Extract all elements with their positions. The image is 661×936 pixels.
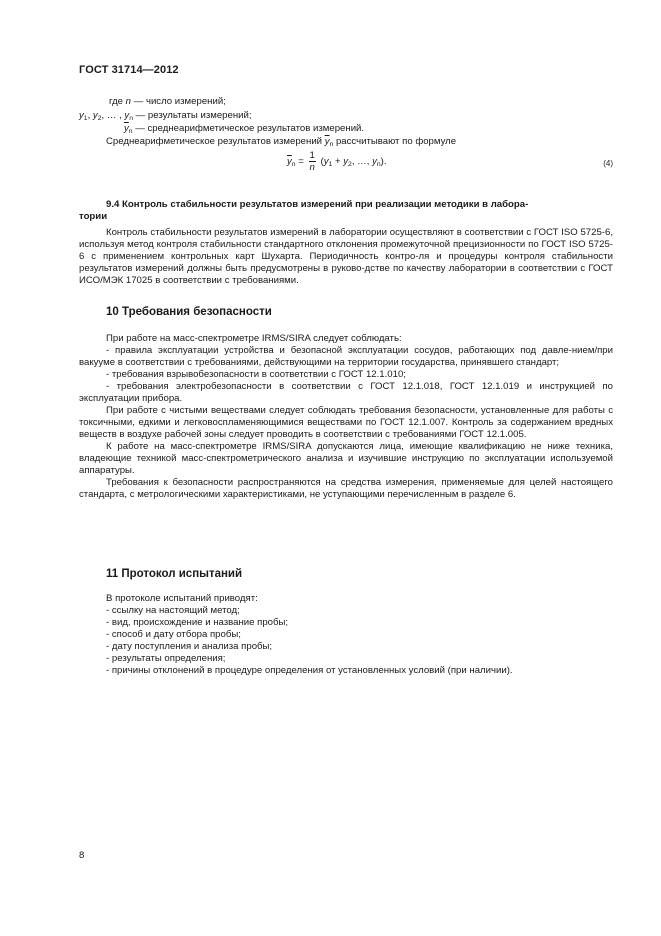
page-number: 8: [79, 850, 85, 861]
section-11-title: 11 Протокол испытаний: [106, 568, 243, 580]
section-10-paragraph-4: Требования к безопасности распространяются на средства измерения, применяемые для целей настоящего стандарта, с метрологическими характеристиками, не уступающими перечисленным в разделе 6.: [79, 477, 613, 500]
section-10-body: [79, 333, 613, 501]
formula-intro: Среднеарифметическое результатов измерений $\overline{y}_n$ рассчитывают по формуле: [106, 136, 457, 148]
section-11-intro: В протоколе испытаний приводят:: [106, 593, 258, 604]
section-9-4: [79, 199, 613, 287]
protocol-item: - причины отклонений в процедуре определения от установленных условий (при наличии).: [106, 665, 513, 676]
section-10-intro: При работе на масс-спектрометре IRMS/SIRA следует соблюдать:: [106, 333, 402, 344]
fraction: $\frac{1}{n}$: [309, 150, 315, 173]
section-10-item-3: - требования электробезопасности в соответствии с ГОСТ 12.1.018, ГОСТ 12.1.019 и инструкцией по эксплуатации прибора.: [79, 381, 613, 404]
formula-expression: $\overline{y}_n$ = $\frac{1}{n}$ ($y_1 + y_2$, …, $y_n$).: [287, 150, 387, 173]
section-9-4-paragraph: Контроль стабильности результатов измерений в лаборатории осуществляют в соответствии с ГОСТ ISO 5725-6, используя метод контроля стабильности стандартного отклонения промежуточной прецизионности по ГОСТ ISO 5725-6 с применением контрольных карт Шухарта. Периодичность контро-ля и процедуры контроля стабильности результатов измерений должны быть предусмотрены в руково-дстве по качеству лаборатории в соответствии с ГОСТ ИСО/МЭК 17025 в соответствии с требованиями.: [79, 227, 613, 286]
section-9-4-title-line1: 9.4 Контроль стабильности результатов измерений при реализации методики в лабора-: [106, 199, 529, 210]
section-10-item-1: - правила эксплуатации устройства и безопасной эксплуатации сосудов, работающих под давле-нием/при вакууме в соответствии с требованиями, действующими на территории государства, принявшего стандарт;: [79, 345, 613, 368]
protocol-item: - дату поступления и анализа пробы;: [106, 641, 273, 652]
section-10-paragraph-2: При работе с чистыми веществами следует соблюдать требования безопасности, установленные для работы с токсичными, едкими и легковоспламеняющимися веществами по ГОСТ 12.1.007. Контроль за содержанием вредных веществ в воздухе рабочей зоны следует проводить в соответствии с требованиями ГОСТ 12.1.005.: [79, 405, 613, 440]
section-10-paragraph-3: К работе на масс-спектрометре IRMS/SIRA допускаются лица, имеющие квалификацию не ниже техника, владеющие техникой масс-спектрометрического анализа и изучившие инструкцию по эксплуатации используемой аппаратуры.: [79, 441, 613, 476]
where-line-n: где n — число измерений;: [109, 96, 226, 107]
where-line-mean: $\overline{y}_n$ — среднеарифметическое результатов измерений.: [124, 123, 365, 135]
where-line-y: $y_1$, $y_2$, … , $y_n$ — результаты измерений;: [79, 110, 252, 122]
protocol-item: - вид, происхождение и название пробы;: [106, 617, 289, 628]
section-10-item-2: - требования взрывобезопасности в соответствии с ГОСТ 12.1.010;: [106, 369, 406, 380]
formula-4: [79, 148, 613, 182]
protocol-item: - ссылку на настоящий метод;: [106, 605, 240, 616]
equation-number: (4): [603, 159, 613, 168]
page-header: ГОСТ 31714—2012: [79, 64, 179, 76]
protocol-item: - способ и дату отбора пробы;: [106, 629, 241, 640]
section-10-title: 10 Требования безопасности: [106, 306, 272, 318]
section-9-4-title-line2: тории: [79, 211, 108, 222]
section-11-body: [79, 593, 613, 677]
where-clause: [79, 96, 613, 148]
protocol-item: - результаты определения;: [106, 653, 226, 664]
